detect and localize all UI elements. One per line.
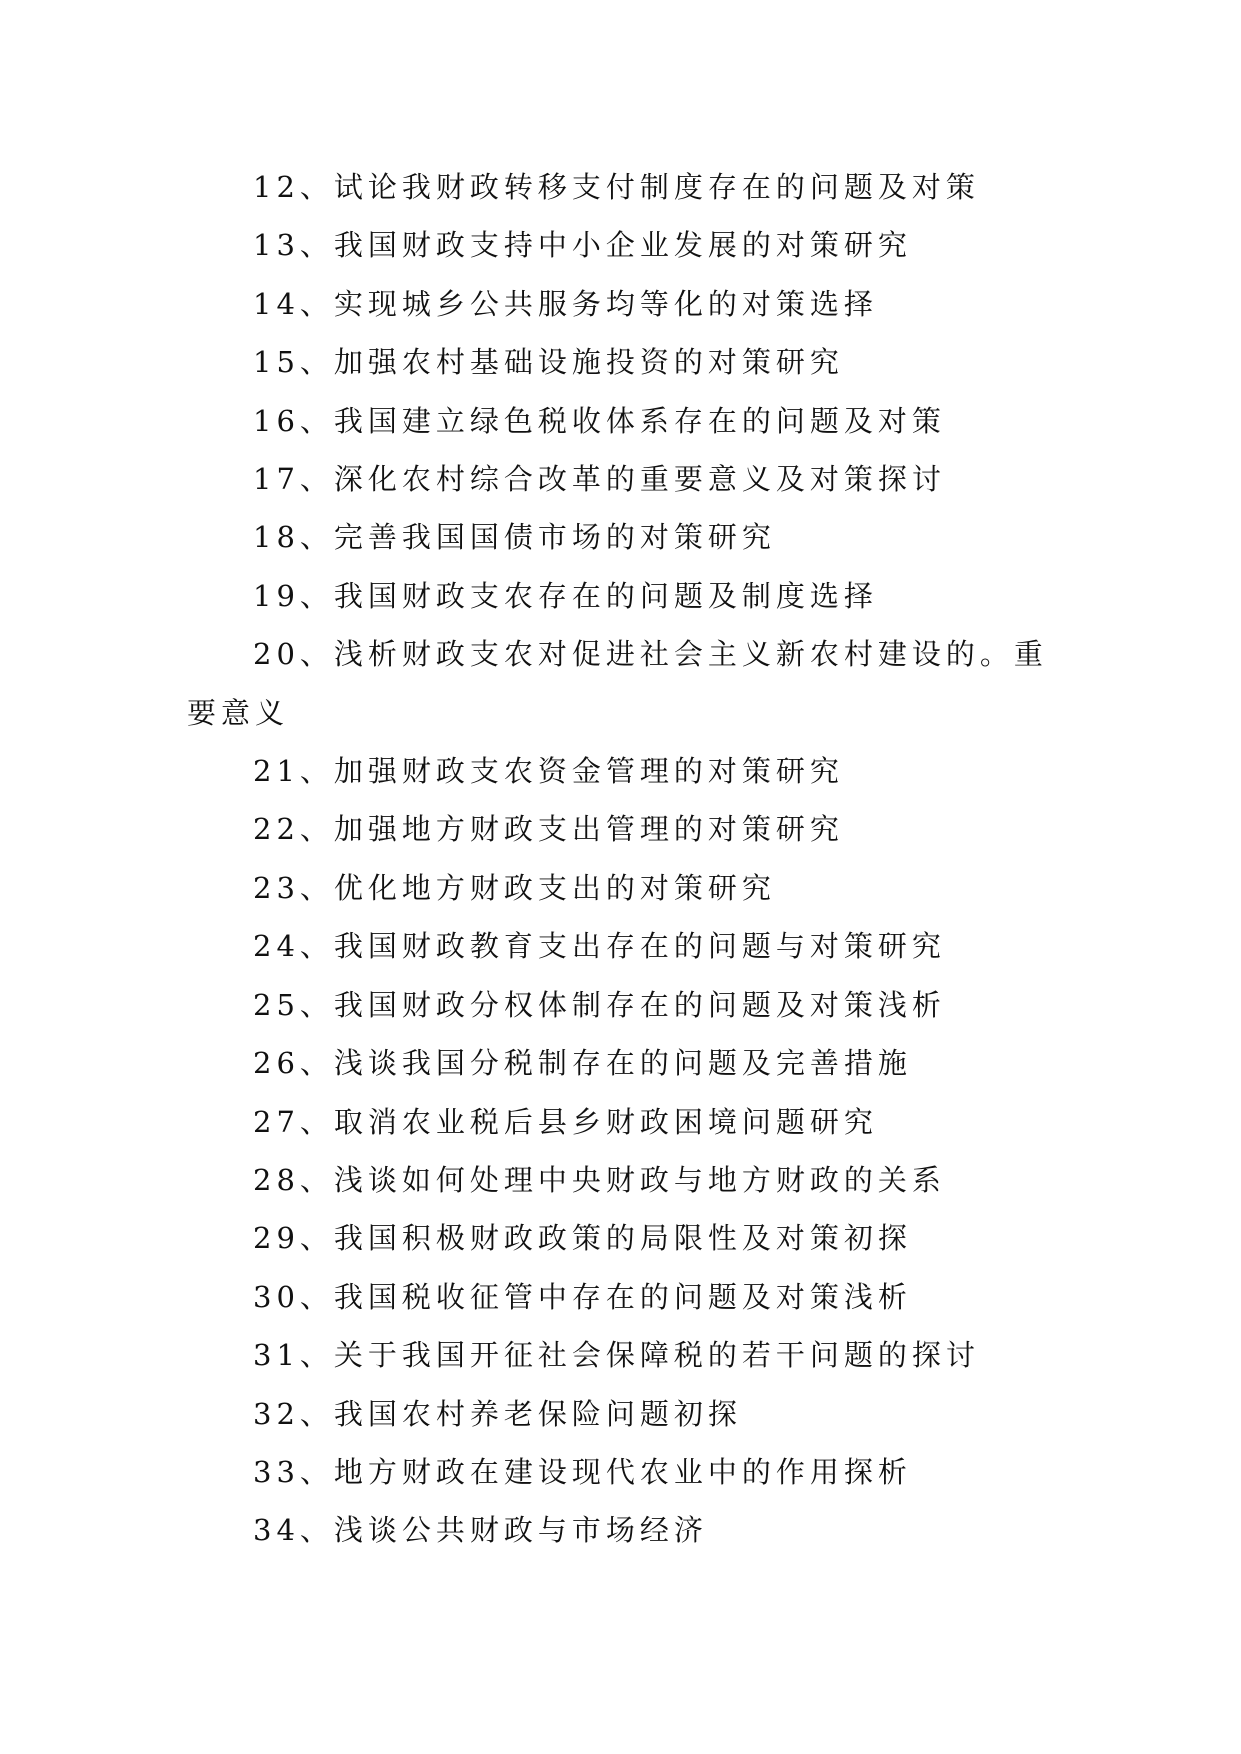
list-item: 16、我国建立绿色税收体系存在的问题及对策 (253, 403, 946, 438)
list-item: 18、完善我国国债市场的对策研究 (253, 520, 776, 555)
list-item: 26、浅谈我国分税制存在的问题及完善措施 (253, 1046, 912, 1081)
list-item: 30、我国税收征管中存在的问题及对策浅析 (253, 1279, 912, 1314)
list-item: 19、我国财政支农存在的问题及制度选择 (253, 578, 878, 613)
list-item: 17、深化农村综合改革的重要意义及对策探讨 (253, 462, 946, 497)
list-item: 12、试论我财政转移支付制度存在的问题及对策 (253, 170, 980, 204)
list-item: 13、我国财政支持中小企业发展的对策研究 (253, 228, 912, 263)
list-item: 14、实现城乡公共服务均等化的对策选择 (253, 286, 878, 321)
list-item: 28、浅谈如何处理中央财政与地方财政的关系 (253, 1162, 946, 1197)
list-item: 31、关于我国开征社会保障税的若干问题的探讨 (253, 1338, 980, 1373)
list-item: 21、加强财政支农资金管理的对策研究 (253, 754, 844, 789)
list-item: 22、加强地方财政支出管理的对策研究 (253, 812, 844, 847)
list-item: 25、我国财政分权体制存在的问题及对策浅析 (253, 987, 946, 1022)
list-item: 23、优化地方财政支出的对策研究 (253, 870, 776, 905)
document-body (187, 158, 1067, 1560)
list-item: 29、我国积极财政政策的局限性及对策初探 (253, 1221, 912, 1256)
list-item: 27、取消农业税后县乡财政困境问题研究 (253, 1104, 878, 1139)
list-item: 20、浅析财政支农对促进社会主义新农村建设的。重要意义 (187, 637, 1048, 730)
list-item: 33、地方财政在建设现代农业中的作用探析 (253, 1454, 912, 1489)
list-item: 34、浅谈公共财政与市场经济 (253, 1513, 708, 1548)
list-item: 24、我国财政教育支出存在的问题与对策研究 (253, 929, 946, 964)
list-item: 32、我国农村养老保险问题初探 (253, 1396, 742, 1431)
list-item: 15、加强农村基础设施投资的对策研究 (253, 345, 844, 380)
